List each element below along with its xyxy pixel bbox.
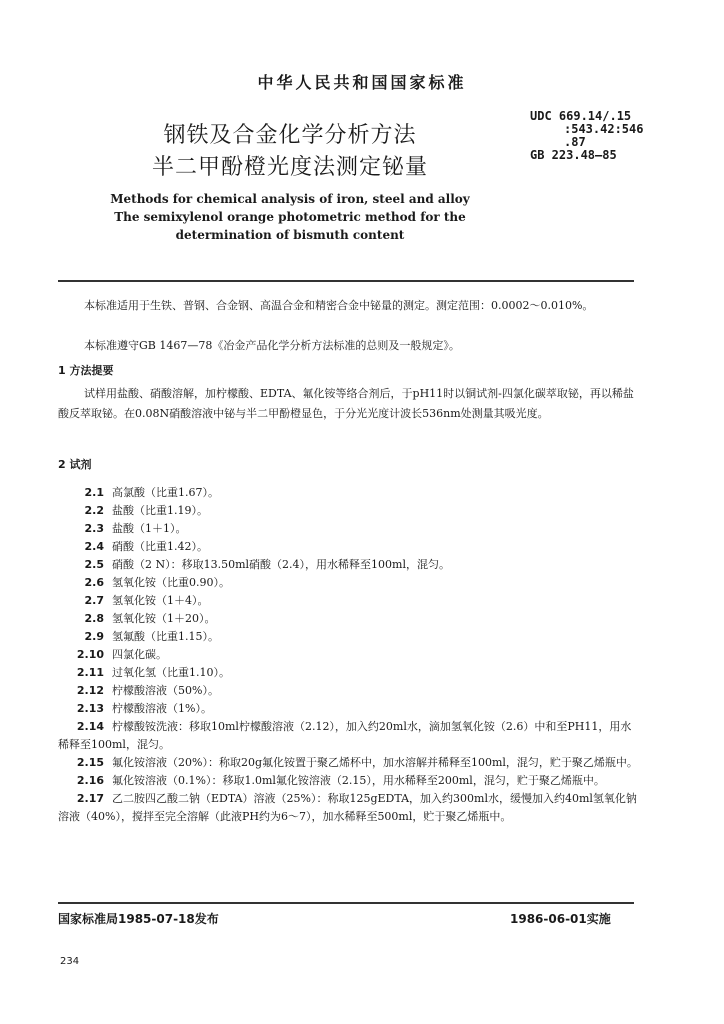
footer-divider	[58, 902, 634, 904]
title-cn-line1: 钢铁及合金化学分析方法	[163, 123, 417, 148]
reagent-item	[58, 646, 638, 664]
reagent-text: 氟化铵溶液（0.1%）：移取1.0ml氟化铵溶液（2.15），用水稀释至200ml，混匀，贮于聚乙烯瓶中。	[112, 774, 605, 787]
reagent-item	[58, 538, 638, 556]
intro-paragraph-compliance: 本标准遵守GB 1467—78《冶金产品化学分析方法标准的总则及一般规定》。	[84, 339, 460, 352]
standard-header: 中华人民共和国国家标准	[257, 73, 467, 92]
reagent-number: 2.3	[84, 522, 104, 535]
udc-line3: .87	[564, 135, 586, 149]
reagent-text: 过氧化氢（比重1.10）。	[112, 666, 230, 679]
title-cn-line2: 半二甲酚橙光度法测定铋量	[151, 155, 428, 180]
reagent-number: 2.14	[76, 720, 104, 733]
reagent-text: 四氯化碳。	[112, 648, 167, 661]
header-divider	[58, 280, 634, 282]
udc-line2: :543.42:546	[564, 122, 644, 136]
reagent-number: 2.8	[84, 612, 104, 625]
reagent-number: 2.1	[84, 486, 104, 499]
reagent-number: 2.4	[84, 540, 104, 553]
reagent-number: 2.15	[76, 756, 104, 769]
reagent-item	[58, 610, 638, 628]
gb-code: GB 223.48—85	[530, 148, 617, 162]
reagent-item	[58, 556, 638, 574]
reagent-text: 盐酸（比重1.19）。	[112, 504, 208, 517]
reagent-text: 高氯酸（比重1.67）。	[112, 486, 219, 499]
reagent-number: 2.13	[76, 702, 104, 715]
reagent-text: 乙二胺四乙酸二钠（EDTA）溶液（25%）：称取125gEDTA，加入约300ml水，缓慢加入约40ml氢氧化钠溶液（40%），搅拌至完全溶解（此液PH约为6～7），加水稀释至500ml，贮于聚乙烯瓶中。	[58, 792, 637, 823]
udc-code	[530, 110, 643, 162]
section-1-heading: 1 方法提要	[58, 364, 114, 377]
reagent-text: 氢氧化铵（1＋20）。	[112, 612, 216, 625]
reagent-text: 柠檬酸铵洗液：移取10ml柠檬酸溶液（2.12），加入约20ml水，滴加氢氧化铵（2.6）中和至PH11，用水稀释至100ml，混匀。	[58, 720, 632, 751]
reagent-text: 氢氟酸（比重1.15）。	[112, 630, 219, 643]
reagent-number: 2.5	[84, 558, 104, 571]
reagent-number: 2.9	[84, 630, 104, 643]
effective-date: 1986-06-01实施	[510, 912, 611, 926]
reagent-item	[58, 790, 638, 826]
title-en-line1: Methods for chemical analysis of iron, steel and alloy	[110, 192, 470, 206]
title-en-line3: determination of bismuth content	[175, 228, 405, 242]
reagent-item	[58, 592, 638, 610]
reagent-text: 硝酸（比重1.42）。	[112, 540, 208, 553]
section-2-heading: 2 试剂	[58, 458, 92, 471]
reagent-text: 柠檬酸溶液（50%）。	[112, 684, 219, 697]
reagent-number: 2.7	[84, 594, 104, 607]
title-en-line2: The semixylenol orange photometric method for the	[114, 210, 466, 224]
intro-paragraph-scope: 本标准适用于生铁、普钢、合金钢、高温合金和精密合金中铋量的测定。测定范围：0.0002～0.010%。	[84, 299, 594, 312]
udc-line1: UDC 669.14/.15	[530, 109, 632, 123]
reagent-text: 氢氧化铵（1＋4）。	[112, 594, 209, 607]
section-1-text: 试样用盐酸、硝酸溶解，加柠檬酸、EDTA、氟化铵等络合剂后，于pH11时以铜试剂-四氯化碳萃取铋，再以稀盐酸反萃取铋。在0.08N硝酸溶液中铋与半二甲酚橙显色，于分光光度计波长536nm处测量其吸光度。	[58, 387, 634, 420]
reagent-number: 2.12	[76, 684, 104, 697]
reagent-text: 盐酸（1＋1）。	[112, 522, 187, 535]
reagent-item	[58, 484, 638, 502]
reagent-item	[58, 628, 638, 646]
reagent-text: 硝酸（2 N）：移取13.50ml硝酸（2.4），用水稀释至100ml，混匀。	[112, 558, 450, 571]
reagent-item	[58, 682, 638, 700]
reagent-item	[58, 520, 638, 538]
reagent-number: 2.16	[76, 774, 104, 787]
reagent-number: 2.2	[84, 504, 104, 517]
reagent-number: 2.6	[84, 576, 104, 589]
reagent-item	[58, 754, 638, 772]
reagent-text: 氟化铵溶液（20%）：称取20g氟化铵置于聚乙烯杯中，加水溶解并稀释至100ml，混匀，贮于聚乙烯瓶中。	[112, 756, 638, 769]
reagent-number: 2.17	[76, 792, 104, 805]
reagent-item	[58, 574, 638, 592]
reagent-item	[58, 772, 638, 790]
reagent-number: 2.11	[76, 666, 104, 679]
reagent-number: 2.10	[76, 648, 104, 661]
reagent-item	[58, 502, 638, 520]
reagent-item	[58, 700, 638, 718]
reagent-item	[58, 664, 638, 682]
reagent-item	[58, 718, 638, 754]
reagent-text: 氢氧化铵（比重0.90）。	[112, 576, 230, 589]
reagent-list	[58, 484, 638, 826]
page-number: 234	[60, 956, 80, 967]
reagent-text: 柠檬酸溶液（1%）。	[112, 702, 212, 715]
issue-date: 国家标准局1985-07-18发布	[58, 912, 219, 926]
